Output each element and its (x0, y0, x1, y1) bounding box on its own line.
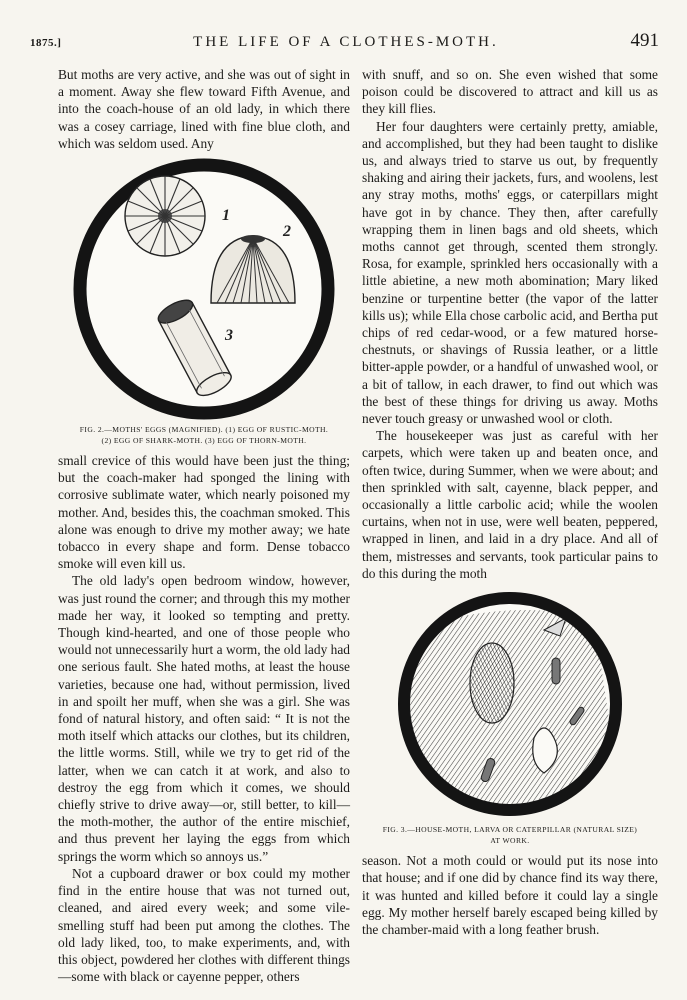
eaten-hole (470, 643, 514, 723)
egg-label-2: 2 (283, 223, 291, 241)
paragraph: But moths are very active, and she was out of sight in a moment. Away she flew toward Fifth Avenue, and into the coach-house of an old lady, in which there was a cosey carriage, lined with fine blue cloth, and which was seldom used. Any (58, 67, 350, 151)
running-header (30, 30, 659, 54)
figure-2-caption (58, 424, 350, 446)
paragraph: season. Not a moth could or would put its nose into that house; and if one did by chance find its way there, it was hunted and killed before it could lay a single egg. My mother herself barely escaped being killed by the chamber-maid with a long feather brush. (362, 853, 658, 937)
caption-line: FIG. 2.—MOTHS' EGGS (MAGNIFIED). (1) EGG OF RUSTIC-MOTH. (79, 425, 329, 435)
header-year: 1875.] (30, 37, 62, 49)
caption-line: (2) EGG OF SHARK-MOTH. (3) EGG OF THORN-MOTH. (101, 436, 307, 446)
paragraph: small crevice of this would have been just the thing; but the coach-maker had sponged the lining with corrosive sublimate water, which nearly poisoned my mother. And, besides this, the coachman smoked. This alone was enough to drive my mother away; we hate tobacco in every shape and form. Dense tobacco smoke will even kill us. (58, 453, 350, 572)
figure-house-moth (362, 588, 658, 846)
paragraph: Not a cupboard drawer or box could my mother find in the entire house that was not turned out, cleaned, and aired every week; and some vile-smelling stuff had been put among the clothes. The old lady liked, too, to make experiments, and, with this object, powdered her clothes with different things—some with black or cayenne pepper, others (58, 865, 350, 985)
house-moth-illustration (394, 588, 626, 820)
paragraph: Her four daughters were certainly pretty, amiable, and accomplished, but they had been taught to dislike us, and always tried to starve us out, by frequently shaking and airing their jackets, furs, and woolens, lest any stray moths, moths' eggs, or caterpillars might have got in by chance. They then, after carefully wrapping them in linen bags and old sheets, which moths cannot get through, scented them strongly. Rosa, for example, sprinkled hers occasionally with a little abietine, a new moth abomination; Mary liked benzine or turpentine better (the vapor of the latter kills us); while Ella chose carbolic acid, and Bertha put chips of red cedar-wood, or a few matured horse-chestnuts, or shavings of Russia leather, or a little bitter-apple powder, or a handful of unwashed wool, or a bit of tallow, in each drawer, to find out which was the best of these things for driving us away. Moths never touch greasy or unwashed wool or cloth. (362, 118, 658, 427)
larva-icon (552, 658, 560, 684)
figure-moth-eggs (58, 158, 350, 446)
right-column (362, 66, 658, 938)
paragraph: The old lady's open bedroom window, however, was just round the corner; and through this my mother made her way, it looked so tempting and pretty. Though kind-hearted, and one of those people who would not unnecessarily hurt a worm, the old lady had one serious fault. She hated moths, at least the house varieties, because one had, without permission, lived in and spoilt her muff, when she was a girl. She was fond of natural history, and often said: “ It is not the moth itself which attacks our clothes, but its children, the little worms. Still, while we try to get rid of the latter, when we can catch it at work, and also to destroy the egg from which it comes, we should chiefly strive to drive away—or, still better, to kill—the moth-mother, the author of the entire mischief, and thus prevent her laying the eggs from which springs the worm which so annoys us.” (58, 573, 350, 864)
header-title: THE LIFE OF A CLOTHES-MOTH. (193, 34, 499, 50)
page-number: 491 (630, 30, 659, 51)
egg-label-3: 3 (225, 327, 233, 345)
left-column (58, 66, 350, 985)
caption-line: AT WORK. (490, 836, 530, 846)
figure-3-caption (362, 824, 658, 846)
moth-eggs-illustration (73, 158, 335, 420)
paragraph: with snuff, and so on. She even wished that some poison could be discovered to attract and kill us as they kill flies. (362, 67, 658, 117)
paragraph: The housekeeper was just as careful with her carpets, which were taken up and beaten once, and often twice, during Summer, when we were about; and then sprinkled with salt, cayenne, black pepper, and occasionally a little carbolic acid; while the woolen curtains, when not in use, were well beaten, peppered, wrapped in linen, and laid in a dry place. And all of them, mistresses and servants, took particular pains to do this during the moth (362, 428, 658, 581)
rustic-moth-egg (125, 176, 205, 256)
egg-label-1: 1 (222, 207, 230, 225)
caption-line: FIG. 3.—HOUSE-MOTH, LARVA OR CATERPILLAR (NATURAL SIZE) (382, 825, 638, 835)
